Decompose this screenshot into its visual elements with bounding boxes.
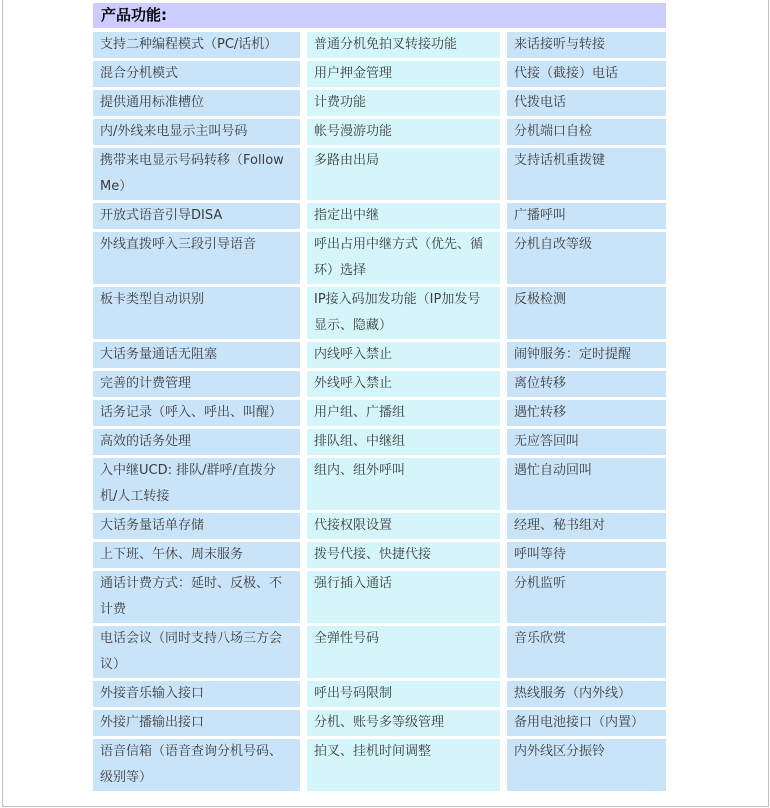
feature-cell: 混合分机模式: [93, 61, 300, 87]
feature-cell: 大话务量通话无阻塞: [93, 342, 300, 368]
feature-row: [93, 342, 666, 368]
content-area: [93, 3, 666, 794]
feature-row: [93, 90, 666, 116]
feature-cell: 普通分机免拍叉转接功能: [307, 32, 500, 58]
feature-cell: 携带来电显示号码转移（Follow Me）: [93, 148, 300, 200]
feature-cell: 遇忙转移: [507, 400, 666, 426]
feature-row: [93, 710, 666, 736]
section-title: 产品功能:: [101, 6, 167, 24]
feature-cell: 内线呼入禁止: [307, 342, 500, 368]
feature-row: [93, 513, 666, 539]
feature-row: [93, 287, 666, 339]
feature-row: [93, 458, 666, 510]
feature-cell: 帐号漫游功能: [307, 119, 500, 145]
feature-cell: 上下班、午休、周末服务: [93, 542, 300, 568]
feature-cell: 热线服务（内外线）: [507, 681, 666, 707]
feature-cell: 经理、秘书组对: [507, 513, 666, 539]
feature-row: [93, 61, 666, 87]
feature-cell: 呼叫等待: [507, 542, 666, 568]
feature-cell: 音乐欣赏: [507, 626, 666, 678]
section-header: [93, 3, 666, 28]
feature-cell: 指定出中继: [307, 203, 500, 229]
feature-cell: 代拨电话: [507, 90, 666, 116]
feature-cell: 强行插入通话: [307, 571, 500, 623]
feature-cell: 提供通用标准槽位: [93, 90, 300, 116]
feature-cell: 排队组、中继组: [307, 429, 500, 455]
feature-cell: 来话接听与转接: [507, 32, 666, 58]
feature-cell: 用户组、广播组: [307, 400, 500, 426]
feature-row: [93, 32, 666, 58]
feature-cell: 拨号代接、快捷代接: [307, 542, 500, 568]
feature-cell: 离位转移: [507, 371, 666, 397]
feature-cell: 拍叉、挂机时间调整: [307, 739, 500, 791]
feature-row: [93, 739, 666, 791]
feature-cell: 呼出占用中继方式（优先、循环）选择: [307, 232, 500, 284]
feature-cell: 内/外线来电显示主叫号码: [93, 119, 300, 145]
feature-row: [93, 203, 666, 229]
feature-cell: 分机监听: [507, 571, 666, 623]
feature-cell: 组内、组外呼叫: [307, 458, 500, 510]
feature-cell: 备用电池接口（内置）: [507, 710, 666, 736]
feature-cell: 外线直拨呼入三段引导语音: [93, 232, 300, 284]
feature-cell: 分机、账号多等级管理: [307, 710, 500, 736]
feature-cell: 外接广播输出接口: [93, 710, 300, 736]
feature-table: [93, 32, 666, 791]
feature-cell: 计费功能: [307, 90, 500, 116]
feature-row: [93, 232, 666, 284]
feature-cell: 外接音乐输入接口: [93, 681, 300, 707]
feature-cell: 代接权限设置: [307, 513, 500, 539]
feature-row: [93, 371, 666, 397]
feature-cell: 分机自改等级: [507, 232, 666, 284]
feature-row: [93, 681, 666, 707]
feature-cell: 入中继UCD: 排队/群呼/直拨分机/人工转接: [93, 458, 300, 510]
feature-cell: 语音信箱（语音查询分机号码、级别等）: [93, 739, 300, 791]
feature-row: [93, 571, 666, 623]
feature-cell: 内外线区分振铃: [507, 739, 666, 791]
feature-cell: 代接（截接）电话: [507, 61, 666, 87]
feature-cell: 大话务量话单存储: [93, 513, 300, 539]
feature-cell: 无应答回叫: [507, 429, 666, 455]
feature-cell: 多路由出局: [307, 148, 500, 200]
feature-cell: 通话计费方式：延时、反极、不计费: [93, 571, 300, 623]
feature-row: [93, 542, 666, 568]
feature-cell: IP接入码加发功能（IP加发号显示、隐藏）: [307, 287, 500, 339]
feature-cell: 外线呼入禁止: [307, 371, 500, 397]
feature-cell: 闹钟服务：定时提醒: [507, 342, 666, 368]
feature-cell: 支持二种编程模式（PC/话机）: [93, 32, 300, 58]
feature-cell: 高效的话务处理: [93, 429, 300, 455]
feature-cell: 板卡类型自动识别: [93, 287, 300, 339]
feature-cell: 全弹性号码: [307, 626, 500, 678]
feature-cell: 分机端口自检: [507, 119, 666, 145]
feature-cell: 电话会议（同时支持八场三方会议）: [93, 626, 300, 678]
feature-cell: 开放式语音引导DISA: [93, 203, 300, 229]
feature-cell: 反极检测: [507, 287, 666, 339]
feature-cell: 用户押金管理: [307, 61, 500, 87]
feature-row: [93, 429, 666, 455]
feature-row: [93, 119, 666, 145]
feature-cell: 遇忙自动回叫: [507, 458, 666, 510]
feature-cell: 完善的计费管理: [93, 371, 300, 397]
feature-cell: 呼出号码限制: [307, 681, 500, 707]
feature-cell: 支持话机重拨键: [507, 148, 666, 200]
feature-row: [93, 148, 666, 200]
feature-cell: 广播呼叫: [507, 203, 666, 229]
feature-row: [93, 400, 666, 426]
feature-row: [93, 626, 666, 678]
feature-cell: 话务记录（呼入、呼出、叫醒）: [93, 400, 300, 426]
